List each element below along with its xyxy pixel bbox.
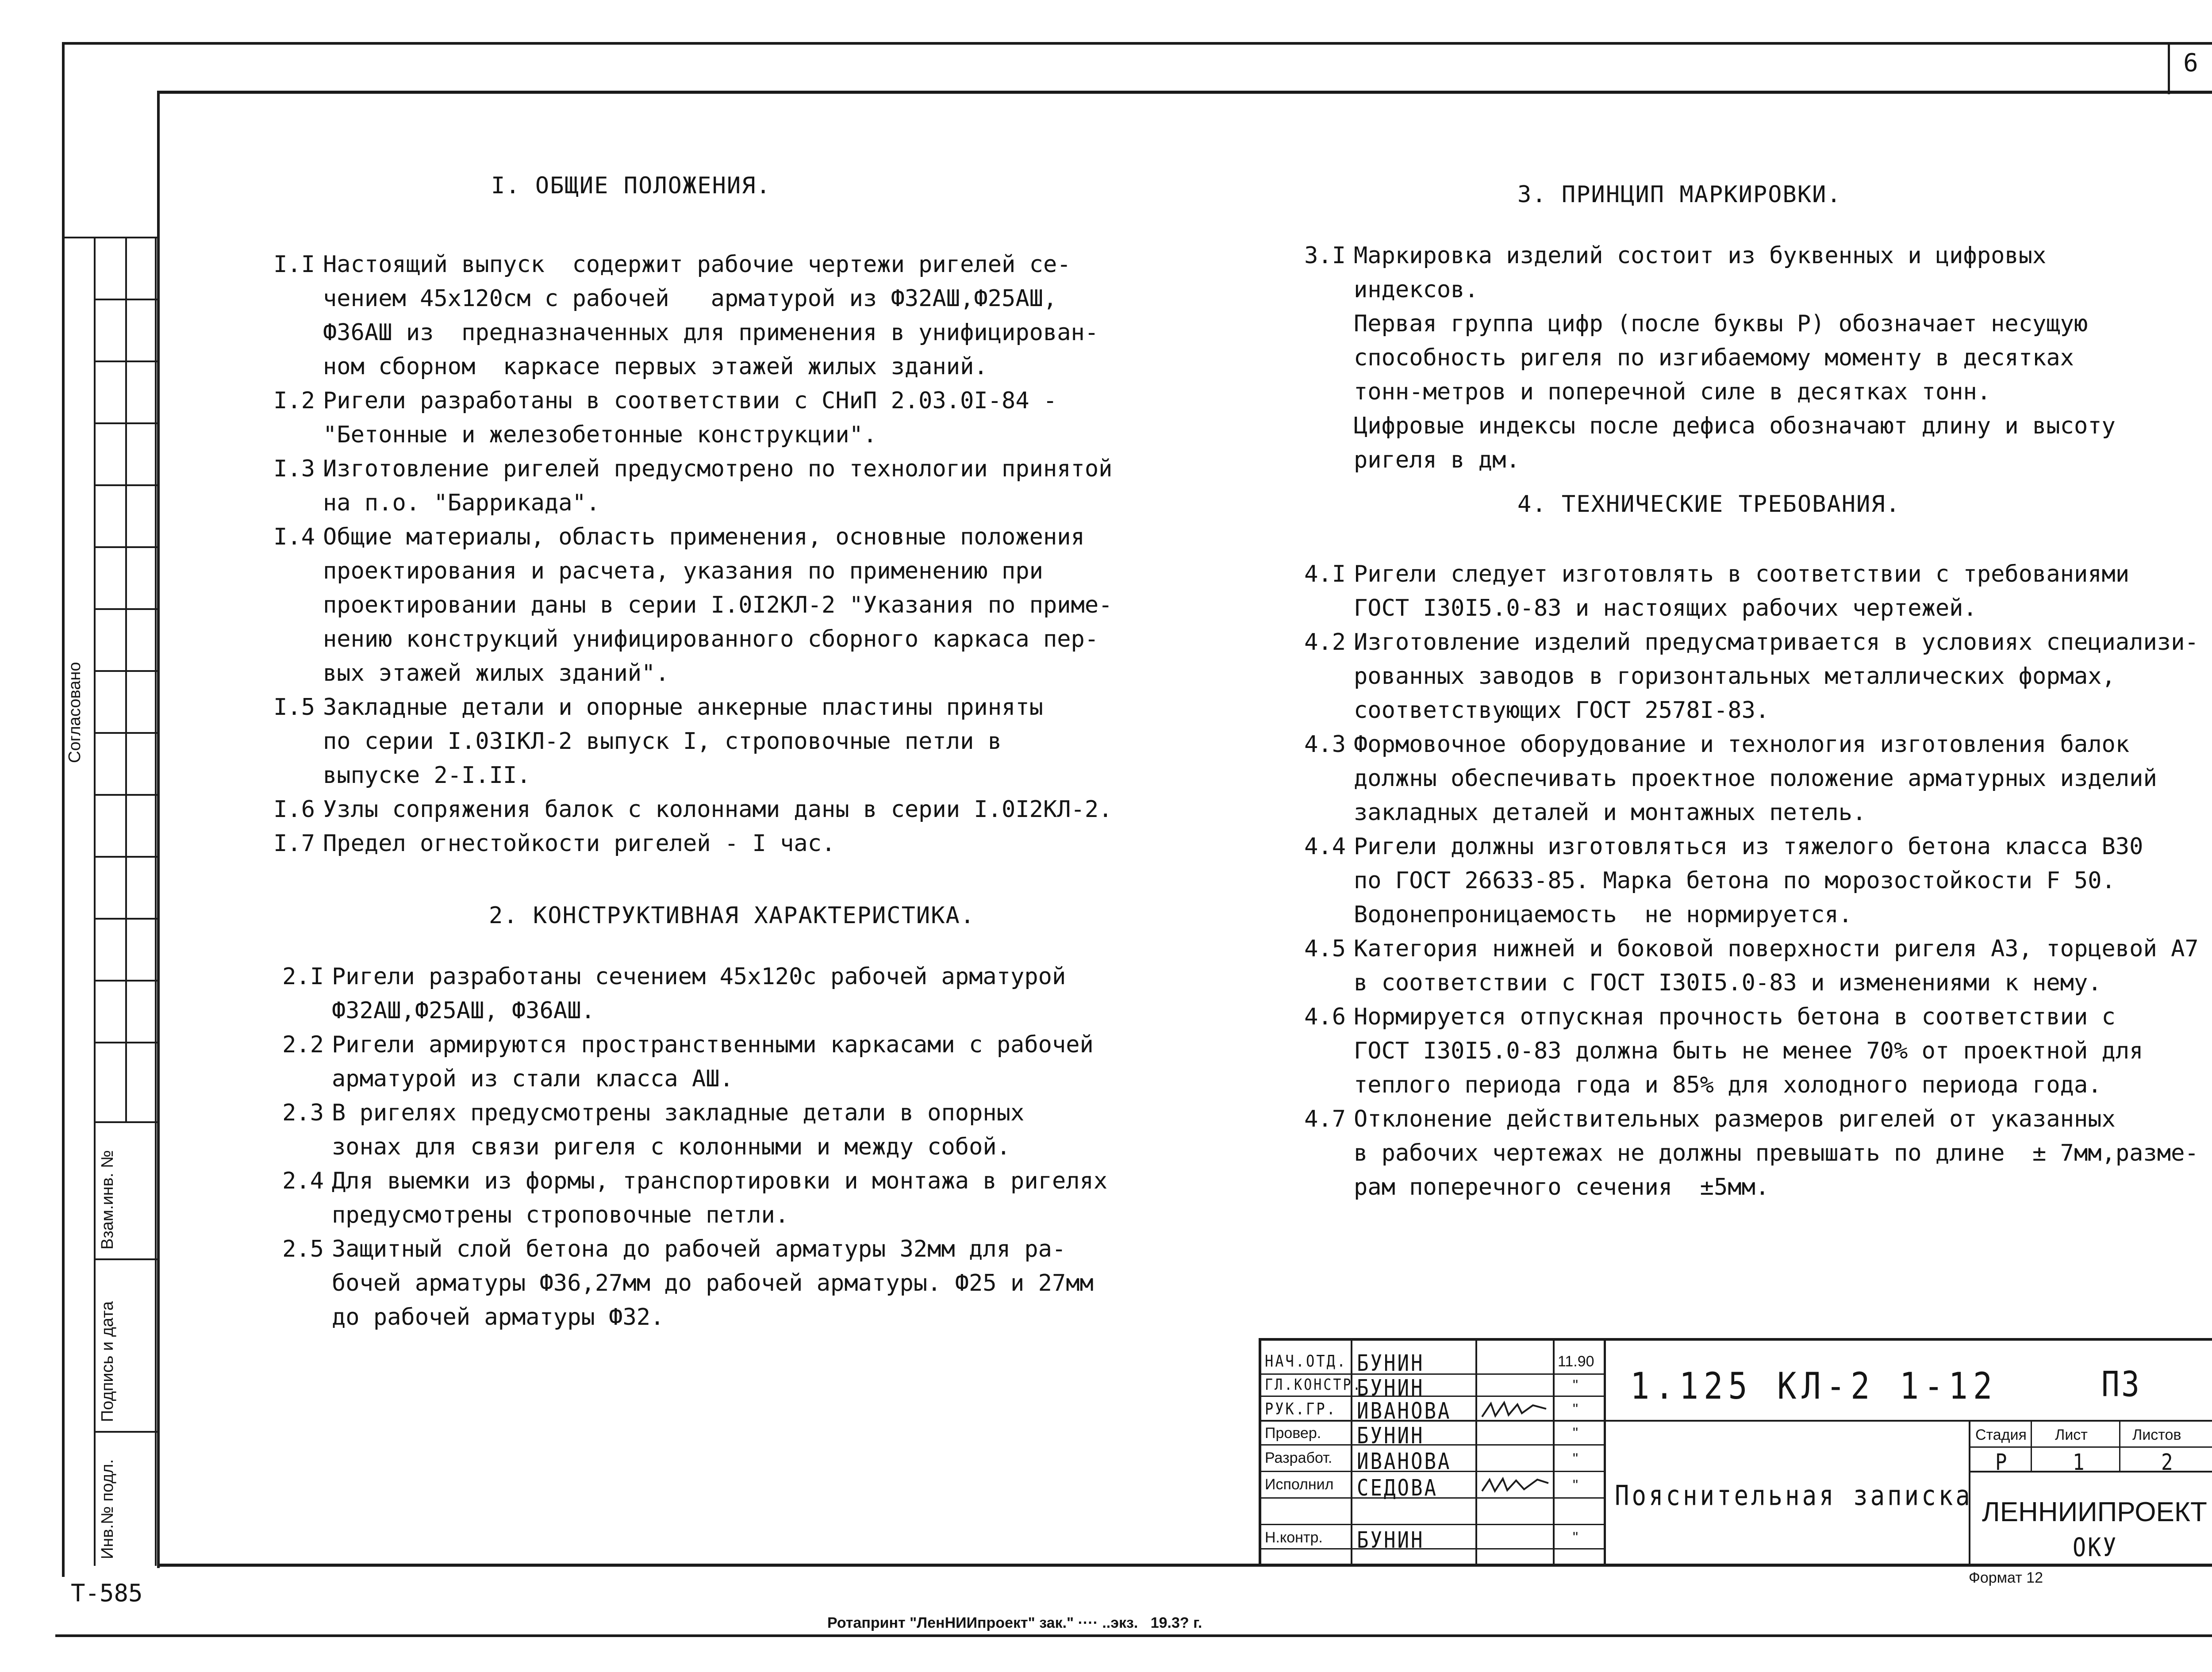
list-item: I.7 Предел огнестойкости ригелей - I час. xyxy=(273,830,836,857)
tb-date: " xyxy=(1573,1401,1578,1418)
tb-name: БУНИН xyxy=(1357,1527,1425,1553)
list-item: I.3 Изготовление ригелей предусмотрено по технологии принятой на п.о. "Баррикада". xyxy=(273,456,1113,516)
tb-date: " xyxy=(1573,1377,1578,1394)
tb-role: НАЧ.ОТД. xyxy=(1265,1351,1348,1371)
tb-date: " xyxy=(1573,1450,1578,1467)
sheet-mark: 6 xyxy=(2183,49,2198,77)
tb-role: РУК.ГР. xyxy=(1265,1399,1337,1419)
footer-print: Ротапринт "ЛенНИИпроект" зак." ···· ..экз. 19.3? г. xyxy=(827,1614,1202,1631)
section-1-body xyxy=(265,248,1150,861)
signature-image xyxy=(1480,1400,1551,1419)
list-item: 4.3 Формовочное оборудование и технология изготовления балок должны обеспечивать проектное положение арматурных изделий закладных деталей и монтажных петель. xyxy=(1304,731,2157,826)
list-item: 2.I Ригели разработаны сечением 45х120с рабочей арматурой Ф32АШ,Ф25АШ, Ф36АШ. xyxy=(282,963,1066,1024)
tb-role: Провер. xyxy=(1265,1425,1321,1442)
org-sub: ОКУ xyxy=(2073,1533,2118,1562)
section-4-title: 4. ТЕХНИЧЕСКИЕ ТРЕБОВАНИЯ. xyxy=(1517,491,1901,518)
outer-frame-top xyxy=(62,42,2212,45)
section-2-body xyxy=(274,960,1159,1335)
list-item: 4.6 Нормируется отпускная прочность бетона в соответствии с ГОСТ I30I5.0-83 должна быть не менее 70% от проектной для теплого периода года и 85% для холодного периода года. xyxy=(1304,1004,2143,1098)
tb-name: ИВАНОВА xyxy=(1357,1449,1452,1475)
tb-name: БУНИН xyxy=(1357,1350,1425,1377)
list-item: 4.4 Ригели должны изготовляться из тяжелого бетона класса В30 по ГОСТ 26633-85. Марка бетона по морозостойкости F 50. Водонепроницаемость не нормируется. xyxy=(1304,833,2143,928)
list-item: I.2 Ригели разработаны в соответствии с СНиП 2.03.0I-84 - "Бетонные и железобетонные конструкции". xyxy=(273,387,1057,448)
sign-date-label: Подпись и дата xyxy=(98,1301,117,1422)
list-item: 2.2 Ригели армируются пространственными каркасами с рабочей арматурой из стали класса АШ. xyxy=(282,1032,1094,1092)
tb-name: БУНИН xyxy=(1357,1423,1425,1449)
section-2-title: 2. КОНСТРУКТИВНАЯ ХАРАКТЕРИСТИКА. xyxy=(489,902,975,929)
tb-date: " xyxy=(1573,1529,1578,1546)
list-item: I.I Настоящий выпуск содержит рабочие чертежи ригелей се- чением 45х120см с рабочей арматурой из Ф32АШ,Ф25АШ, Ф36АШ из предназначенных для применения в унифицирован- ном сборном каркасе первых этажей жилых зданий. xyxy=(273,251,1099,380)
tb-name: СЕДОВА xyxy=(1357,1475,1438,1501)
inner-frame-top xyxy=(157,91,2212,94)
agreed-label: Согласовано xyxy=(65,662,84,763)
list-item: 4.7 Отклонение действительных размеров ригелей от указанных в рабочих чертежах не должны превышать по длине ± 7мм,разме- рам поперечного сечения ±5мм. xyxy=(1304,1106,2199,1200)
list-item: 4.2 Изготовление изделий предусматривается в условиях специализи- рованных заводов в горизонтальных металлических формах, соответствующих ГОСТ 2578I-83. xyxy=(1304,629,2199,724)
list-item: 3.I Маркировка изделий состоит из буквенных и цифровых индексов. Первая группа цифр (после буквы Р) обозначает несущую способность ригеля по изгибаемому моменту в десятках тонн-метров и поперечной силе в десятках тонн. Цифровые индексы после дефиса обозначают длину и высоту ригеля в дм. xyxy=(1304,242,2116,473)
org-name: ЛЕННИИПРОЕКТ xyxy=(1982,1497,2207,1527)
outer-frame-bottom xyxy=(55,1634,2212,1637)
doc-code: 1.125 КЛ-2 1-12 xyxy=(1630,1365,1998,1407)
tb-date: " xyxy=(1573,1477,1578,1494)
stage-value: Р xyxy=(1995,1450,2009,1476)
sheets-value: 2 xyxy=(2161,1450,2175,1476)
replace-inv-label: Взам.инв. № xyxy=(98,1150,117,1250)
sheet-value: 1 xyxy=(2073,1450,2086,1476)
tb-date: " xyxy=(1573,1425,1578,1442)
title-block xyxy=(1259,1338,2212,1566)
sheet-id: П3 xyxy=(2101,1365,2141,1405)
list-item: 4.5 Категория нижней и боковой поверхности ригеля А3, торцевой А7 в соответствии с ГОСТ I30I5.0-83 и изменениями к нему. xyxy=(1304,936,2199,996)
list-item: I.6 Узлы сопряжения балок с колоннами даны в серии I.0I2КЛ-2. xyxy=(273,796,1113,823)
inner-frame-left xyxy=(157,91,160,1568)
tb-role: Исполнил xyxy=(1265,1476,1334,1493)
tb-role: Н.контр. xyxy=(1265,1529,1323,1546)
format-label: Формат 12 xyxy=(1969,1569,2043,1586)
list-item: 4.I Ригели следует изготовлять в соответствии с требованиями ГОСТ I30I5.0-83 и настоящих рабочих чертежей. xyxy=(1304,561,2130,621)
list-item: 2.4 Для выемки из формы, транспортировки и монтажа в ригелях предусмотрены строповочные петли. xyxy=(282,1168,1108,1228)
signature-image xyxy=(1480,1475,1551,1495)
list-item: I.4 Общие материалы, область применения, основные положения проектирования и расчета, указания по применению при проектировании даны в серии I.0I2КЛ-2 "Указания по приме- нению конструкций унифицированного сборного каркаса пер- вых этажей жилых зданий". xyxy=(273,524,1113,686)
section-3-body xyxy=(1296,239,2181,477)
section-3-title: 3. ПРИНЦИП МАРКИРОВКИ. xyxy=(1517,181,1842,208)
tb-role: Разработ. xyxy=(1265,1450,1333,1466)
tb-date: 11.90 xyxy=(1558,1353,1594,1370)
list-item: 2.5 Защитный слой бетона до рабочей арматуры 32мм для ра- бочей арматуры Ф36,27мм до рабочей арматуры. Ф25 и 27мм до рабочей арматуры Ф32. xyxy=(282,1236,1094,1331)
section-1-title: I. ОБЩИЕ ПОЛОЖЕНИЯ. xyxy=(491,173,771,199)
doc-title: Пояснительная записка xyxy=(1615,1480,1973,1512)
tb-role: ГЛ.КОНСТР. xyxy=(1265,1376,1363,1394)
bottom-left-code: Т-585 xyxy=(71,1579,143,1607)
section-4-body xyxy=(1296,557,2208,1204)
tb-name: ИВАНОВА xyxy=(1357,1398,1452,1424)
tb-name: БУНИН xyxy=(1357,1375,1425,1401)
side-stamp xyxy=(62,237,157,1566)
sheet-header: Лист xyxy=(2055,1427,2088,1443)
sheets-header: Листов xyxy=(2132,1427,2181,1443)
list-item: I.5 Закладные детали и опорные анкерные пластины приняты по серии I.03IКЛ-2 выпуск I, строповочные петли в выпуске 2-I.II. xyxy=(273,694,1043,789)
list-item: 2.3 В ригелях предусмотрены закладные детали в опорных зонах для связи ригеля с колонными и между собой. xyxy=(282,1100,1025,1160)
inv-no-label: Инв.№ подл. xyxy=(98,1459,117,1559)
sheet-mark-box-left xyxy=(2168,42,2170,94)
stage-header: Стадия xyxy=(1975,1427,2027,1443)
